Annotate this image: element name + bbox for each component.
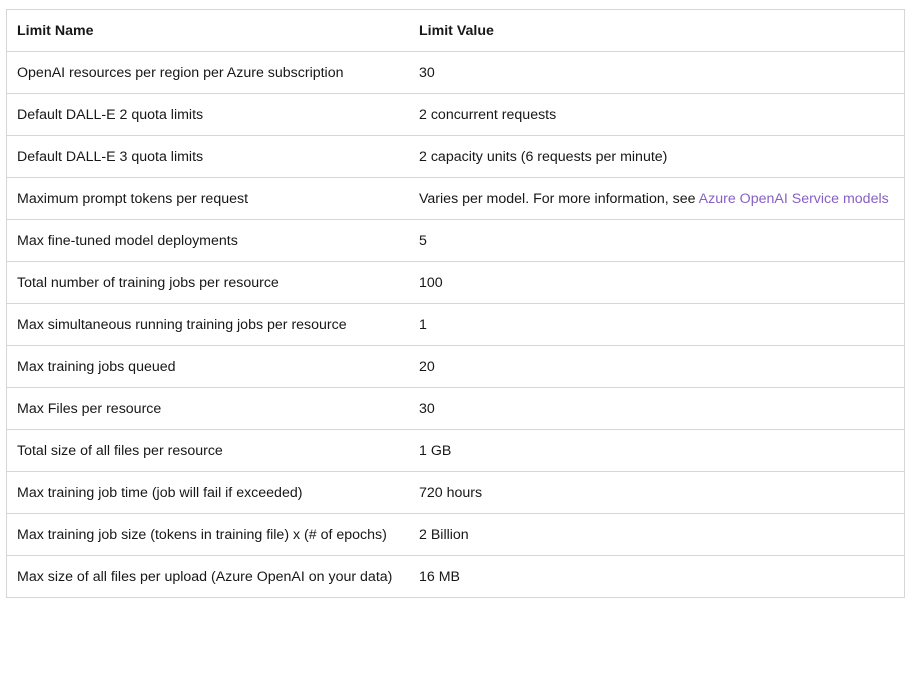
table-row bbox=[7, 430, 905, 472]
limit-name: OpenAI resources per region per Azure subscription bbox=[7, 52, 410, 94]
limit-name: Max Files per resource bbox=[7, 388, 410, 430]
limits-table bbox=[6, 9, 905, 598]
limit-name: Max training job size (tokens in training file) x (# of epochs) bbox=[7, 514, 410, 556]
table-row bbox=[7, 304, 905, 346]
limit-value bbox=[409, 52, 905, 94]
limit-name: Total size of all files per resource bbox=[7, 430, 410, 472]
table-row bbox=[7, 556, 905, 598]
limit-value-text: 2 Billion bbox=[419, 527, 469, 543]
table-row bbox=[7, 136, 905, 178]
limit-name: Max fine-tuned model deployments bbox=[7, 220, 410, 262]
limit-value bbox=[409, 346, 905, 388]
limit-name: Default DALL-E 3 quota limits bbox=[7, 136, 410, 178]
limit-value bbox=[409, 94, 905, 136]
limit-value-text: 2 concurrent requests bbox=[419, 107, 557, 123]
table-row bbox=[7, 514, 905, 556]
limit-value bbox=[409, 388, 905, 430]
limit-value bbox=[409, 220, 905, 262]
limit-name: Maximum prompt tokens per request bbox=[7, 178, 410, 220]
limit-value bbox=[409, 136, 905, 178]
table-row bbox=[7, 94, 905, 136]
table-row bbox=[7, 262, 905, 304]
limit-value bbox=[409, 178, 905, 220]
limit-name: Max simultaneous running training jobs per resource bbox=[7, 304, 410, 346]
header-limit-value: Limit Value bbox=[409, 10, 905, 52]
azure-openai-models-link[interactable]: Azure OpenAI Service models bbox=[698, 191, 889, 207]
limit-value bbox=[409, 556, 905, 598]
limit-value-text: 30 bbox=[419, 65, 435, 81]
limit-value-text: 2 capacity units (6 requests per minute) bbox=[419, 149, 668, 165]
table-row bbox=[7, 220, 905, 262]
limit-value-text: Varies per model. For more information, see bbox=[419, 191, 699, 207]
limit-value-text: 5 bbox=[419, 233, 427, 249]
limit-name: Total number of training jobs per resource bbox=[7, 262, 410, 304]
limit-value-text: 16 MB bbox=[419, 569, 461, 585]
limit-value-text: 720 hours bbox=[419, 485, 483, 501]
table-row bbox=[7, 178, 905, 220]
limit-value-text: 1 bbox=[419, 317, 427, 333]
limit-name: Max size of all files per upload (Azure OpenAI on your data) bbox=[7, 556, 410, 598]
limit-value-text: 20 bbox=[419, 359, 435, 375]
limit-value bbox=[409, 514, 905, 556]
table-row bbox=[7, 346, 905, 388]
limit-value bbox=[409, 430, 905, 472]
limit-value-text: 30 bbox=[419, 401, 435, 417]
limit-value-text: 100 bbox=[419, 275, 443, 291]
limit-name: Max training jobs queued bbox=[7, 346, 410, 388]
table-row bbox=[7, 388, 905, 430]
table-row bbox=[7, 52, 905, 94]
limit-value bbox=[409, 472, 905, 514]
table-row bbox=[7, 472, 905, 514]
limit-value-text: 1 GB bbox=[419, 443, 452, 459]
limit-name: Max training job time (job will fail if exceeded) bbox=[7, 472, 410, 514]
header-limit-name: Limit Name bbox=[7, 10, 410, 52]
table-header-row bbox=[7, 10, 905, 52]
limit-value bbox=[409, 262, 905, 304]
limit-name: Default DALL-E 2 quota limits bbox=[7, 94, 410, 136]
limit-value bbox=[409, 304, 905, 346]
